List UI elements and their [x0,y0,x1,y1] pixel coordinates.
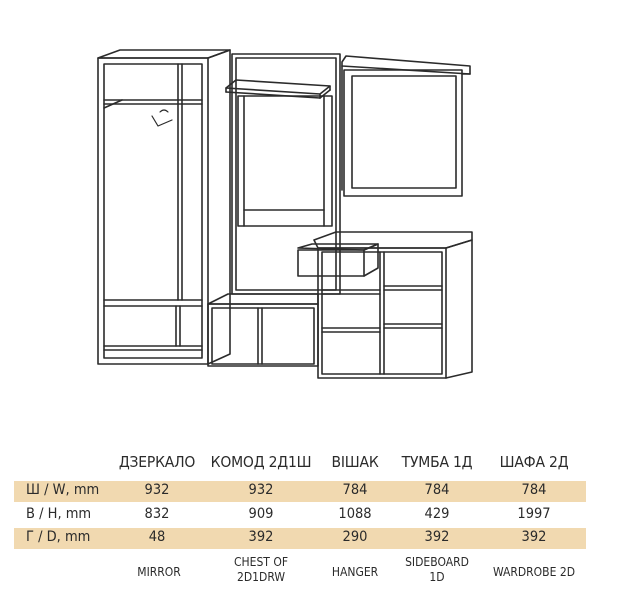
col-header-chest: КОМОД 2Д1Ш [210,453,312,471]
table-cell: 48 [148,529,166,545]
en-name-hanger [332,565,378,580]
col-header-hanger: ВІШАК [331,453,379,471]
table-row [14,528,586,549]
table-cell: 429 [424,506,450,522]
table-cell: 392 [424,529,450,545]
table-cell: 832 [144,506,170,522]
col-header-mirror: ДЗЕРКАЛО [118,453,196,471]
col-header-wardrobe: ШАФА 2Д [499,453,569,471]
table-cell: 784 [521,482,547,498]
en-name-chest [234,555,288,585]
table-cell: 392 [248,529,274,545]
en-line: HANGER [331,565,379,579]
en-line: MIRROR [137,565,181,579]
table-row [14,505,586,526]
row-label: В / H, mm [26,506,92,522]
table-cell: 1997 [517,506,551,522]
table-cell: 909 [248,506,274,522]
sideboard-drawing [298,232,472,378]
table-cell: 932 [144,482,170,498]
row-label: Г / D, mm [26,529,91,545]
table-cell: 784 [424,482,450,498]
table-row [14,481,586,502]
col-header-sideboard: ТУМБА 1Д [401,453,473,471]
en-line: CHEST OF [233,555,289,569]
en-line: 2D1DRW [236,570,286,584]
en-line: 1D [429,570,445,584]
table-cell: 1088 [338,506,372,522]
chest-drawing [208,294,318,366]
en-name-wardrobe [493,565,575,580]
en-name-mirror [137,565,181,580]
wardrobe-drawing [98,50,230,364]
en-line: WARDROBE 2D [492,565,576,579]
table-cell: 784 [342,482,368,498]
row-label: Ш / W, mm [26,482,100,498]
table-cell: 392 [521,529,547,545]
en-name-sideboard [405,555,469,585]
en-line: SIDEBOARD [405,555,469,569]
mirror-drawing [342,56,470,196]
table-cell: 932 [248,482,274,498]
table-cell: 290 [342,529,368,545]
hanger-drawing [226,54,340,294]
